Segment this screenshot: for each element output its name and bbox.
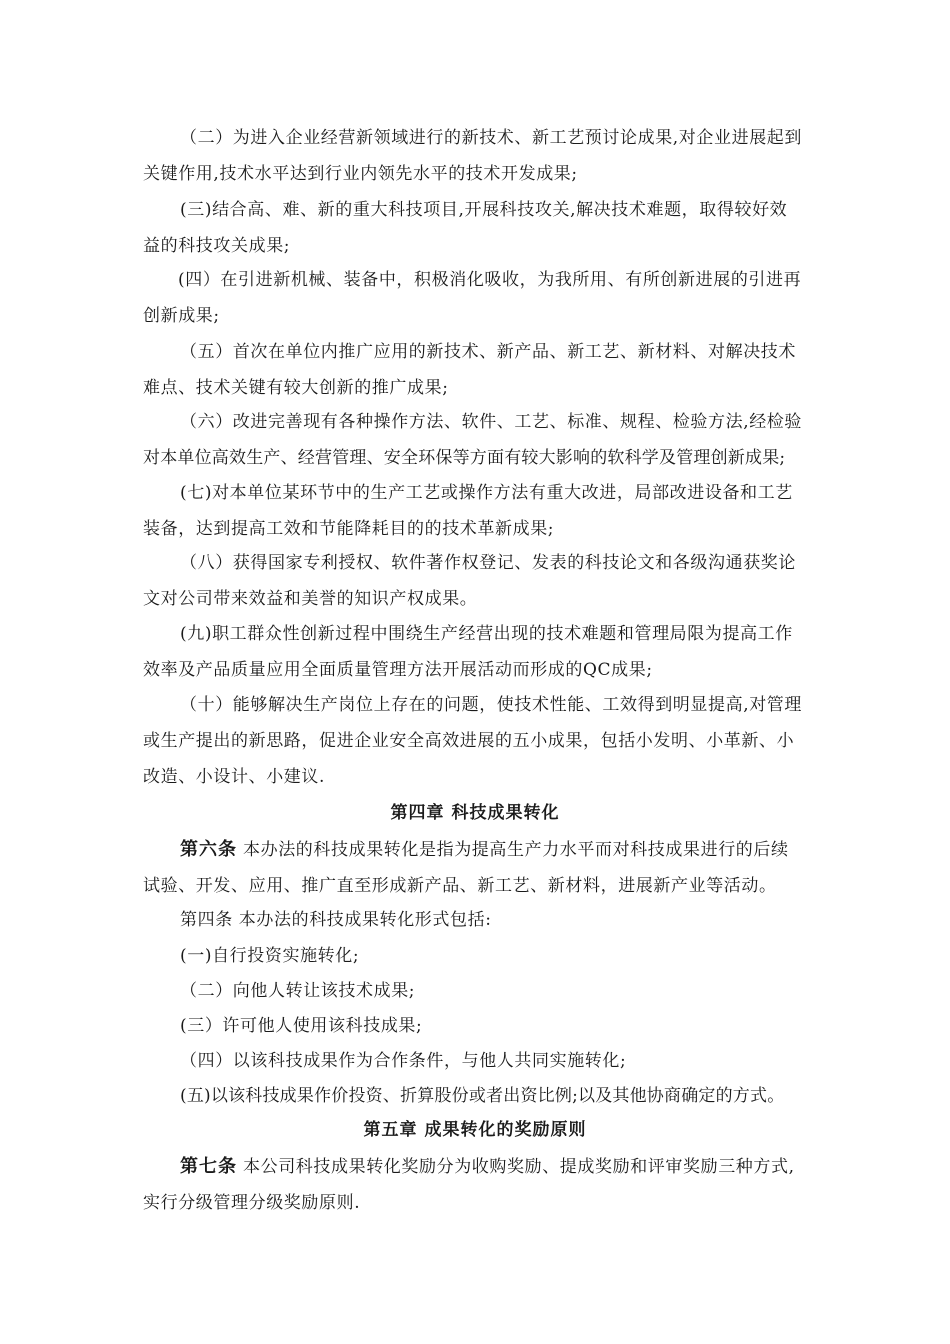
article-6-text-1: 本办法的科技成果转化是指为提高生产力水平而对科技成果进行的后续 [237, 840, 789, 860]
item-4-line-2: 创新成果; [143, 306, 220, 326]
item-9-line-1: (九)职工群众性创新过程中围绕生产经营出现的技术难题和管理局限为提高工作 [180, 624, 793, 644]
item-5-line-1: （五）首次在单位内推广应用的新技术、新产品、新工艺、新材料、对解决技术 [180, 342, 796, 362]
item-5-line-2: 难点、技术关键有较大创新的推广成果; [143, 378, 449, 398]
item-3-line-2: 益的科技攻关成果; [143, 236, 291, 256]
form-5: (五)以该科技成果作价投资、折算股份或者出资比例;以及其他协商确定的方式。 [180, 1086, 785, 1106]
item-10-line-1: （十）能够解决生产岗位上存在的问题，使技术性能、工效得到明显提高,对管理 [180, 695, 803, 715]
item-7-line-2: 装备，达到提高工效和节能降耗目的的技术革新成果; [143, 519, 555, 539]
article-6-line-2: 试验、开发、应用、推广直至形成新产品、新工艺、新材料，进展新产业等活动。 [143, 876, 777, 896]
form-2: （二）向他人转让该技术成果; [180, 981, 416, 1001]
article-4-line: 第四条 本办法的科技成果转化形式包括: [180, 910, 492, 930]
chapter-5-heading: 第五章 成果转化的奖励原则 [363, 1120, 587, 1140]
item-6-line-1: （六）改进完善现有各种操作方法、软件、工艺、标准、规程、检验方法,经检验 [180, 412, 803, 432]
item-10-line-3: 改造、小设计、小建议. [143, 767, 326, 787]
item-2-line-2: 关键作用,技术水平达到行业内领先水平的技术开发成果; [143, 164, 578, 184]
form-1: (一)自行投资实施转化; [180, 946, 360, 966]
item-7-line-1: (七)对本单位某环节中的生产工艺或操作方法有重大改进，局部改进设备和工艺 [180, 483, 793, 503]
article-6-label: 第六条 [180, 839, 237, 860]
article-6-line-1 [180, 838, 789, 862]
item-8-line-1: （八）获得国家专利授权、软件著作权登记、发表的科技论文和各级沟通获奖论 [180, 553, 796, 573]
item-4-line-1: (四）在引进新机械、装备中，积极消化吸收，为我所用、有所创新进展的引进再 [178, 270, 802, 290]
item-2-line-1: （二）为进入企业经营新领域进行的新技术、新工艺预讨论成果,对企业进展起到 [180, 128, 803, 148]
item-9-line-2: 效率及产品质量应用全面质量管理方法开展活动而形成的QC成果; [143, 660, 653, 680]
item-8-line-2: 文对公司带来效益和美誉的知识产权成果。 [143, 589, 478, 609]
chapter-4-heading: 第四章 科技成果转化 [390, 803, 560, 823]
item-6-line-2: 对本单位高效生产、经营管理、安全环保等方面有较大影响的软科学及管理创新成果; [143, 448, 786, 468]
form-4: （四）以该科技成果作为合作条件，与他人共同实施转化; [180, 1051, 627, 1071]
article-7-line-1 [180, 1155, 795, 1179]
form-3: (三）许可他人使用该科技成果; [180, 1016, 423, 1036]
item-3-line-1: (三)结合高、难、新的重大科技项目,开展科技攻关,解决技术难题，取得较好效 [180, 200, 788, 220]
article-7-text-1: 本公司科技成果转化奖励分为收购奖励、提成奖励和评审奖励三种方式, [237, 1157, 795, 1177]
article-7-label: 第七条 [180, 1156, 237, 1177]
item-10-line-2: 或生产提出的新思路，促进企业安全高效进展的五小成果，包括小发明、小革新、小 [143, 731, 795, 751]
article-7-line-2: 实行分级管理分级奖励原则. [143, 1193, 361, 1213]
